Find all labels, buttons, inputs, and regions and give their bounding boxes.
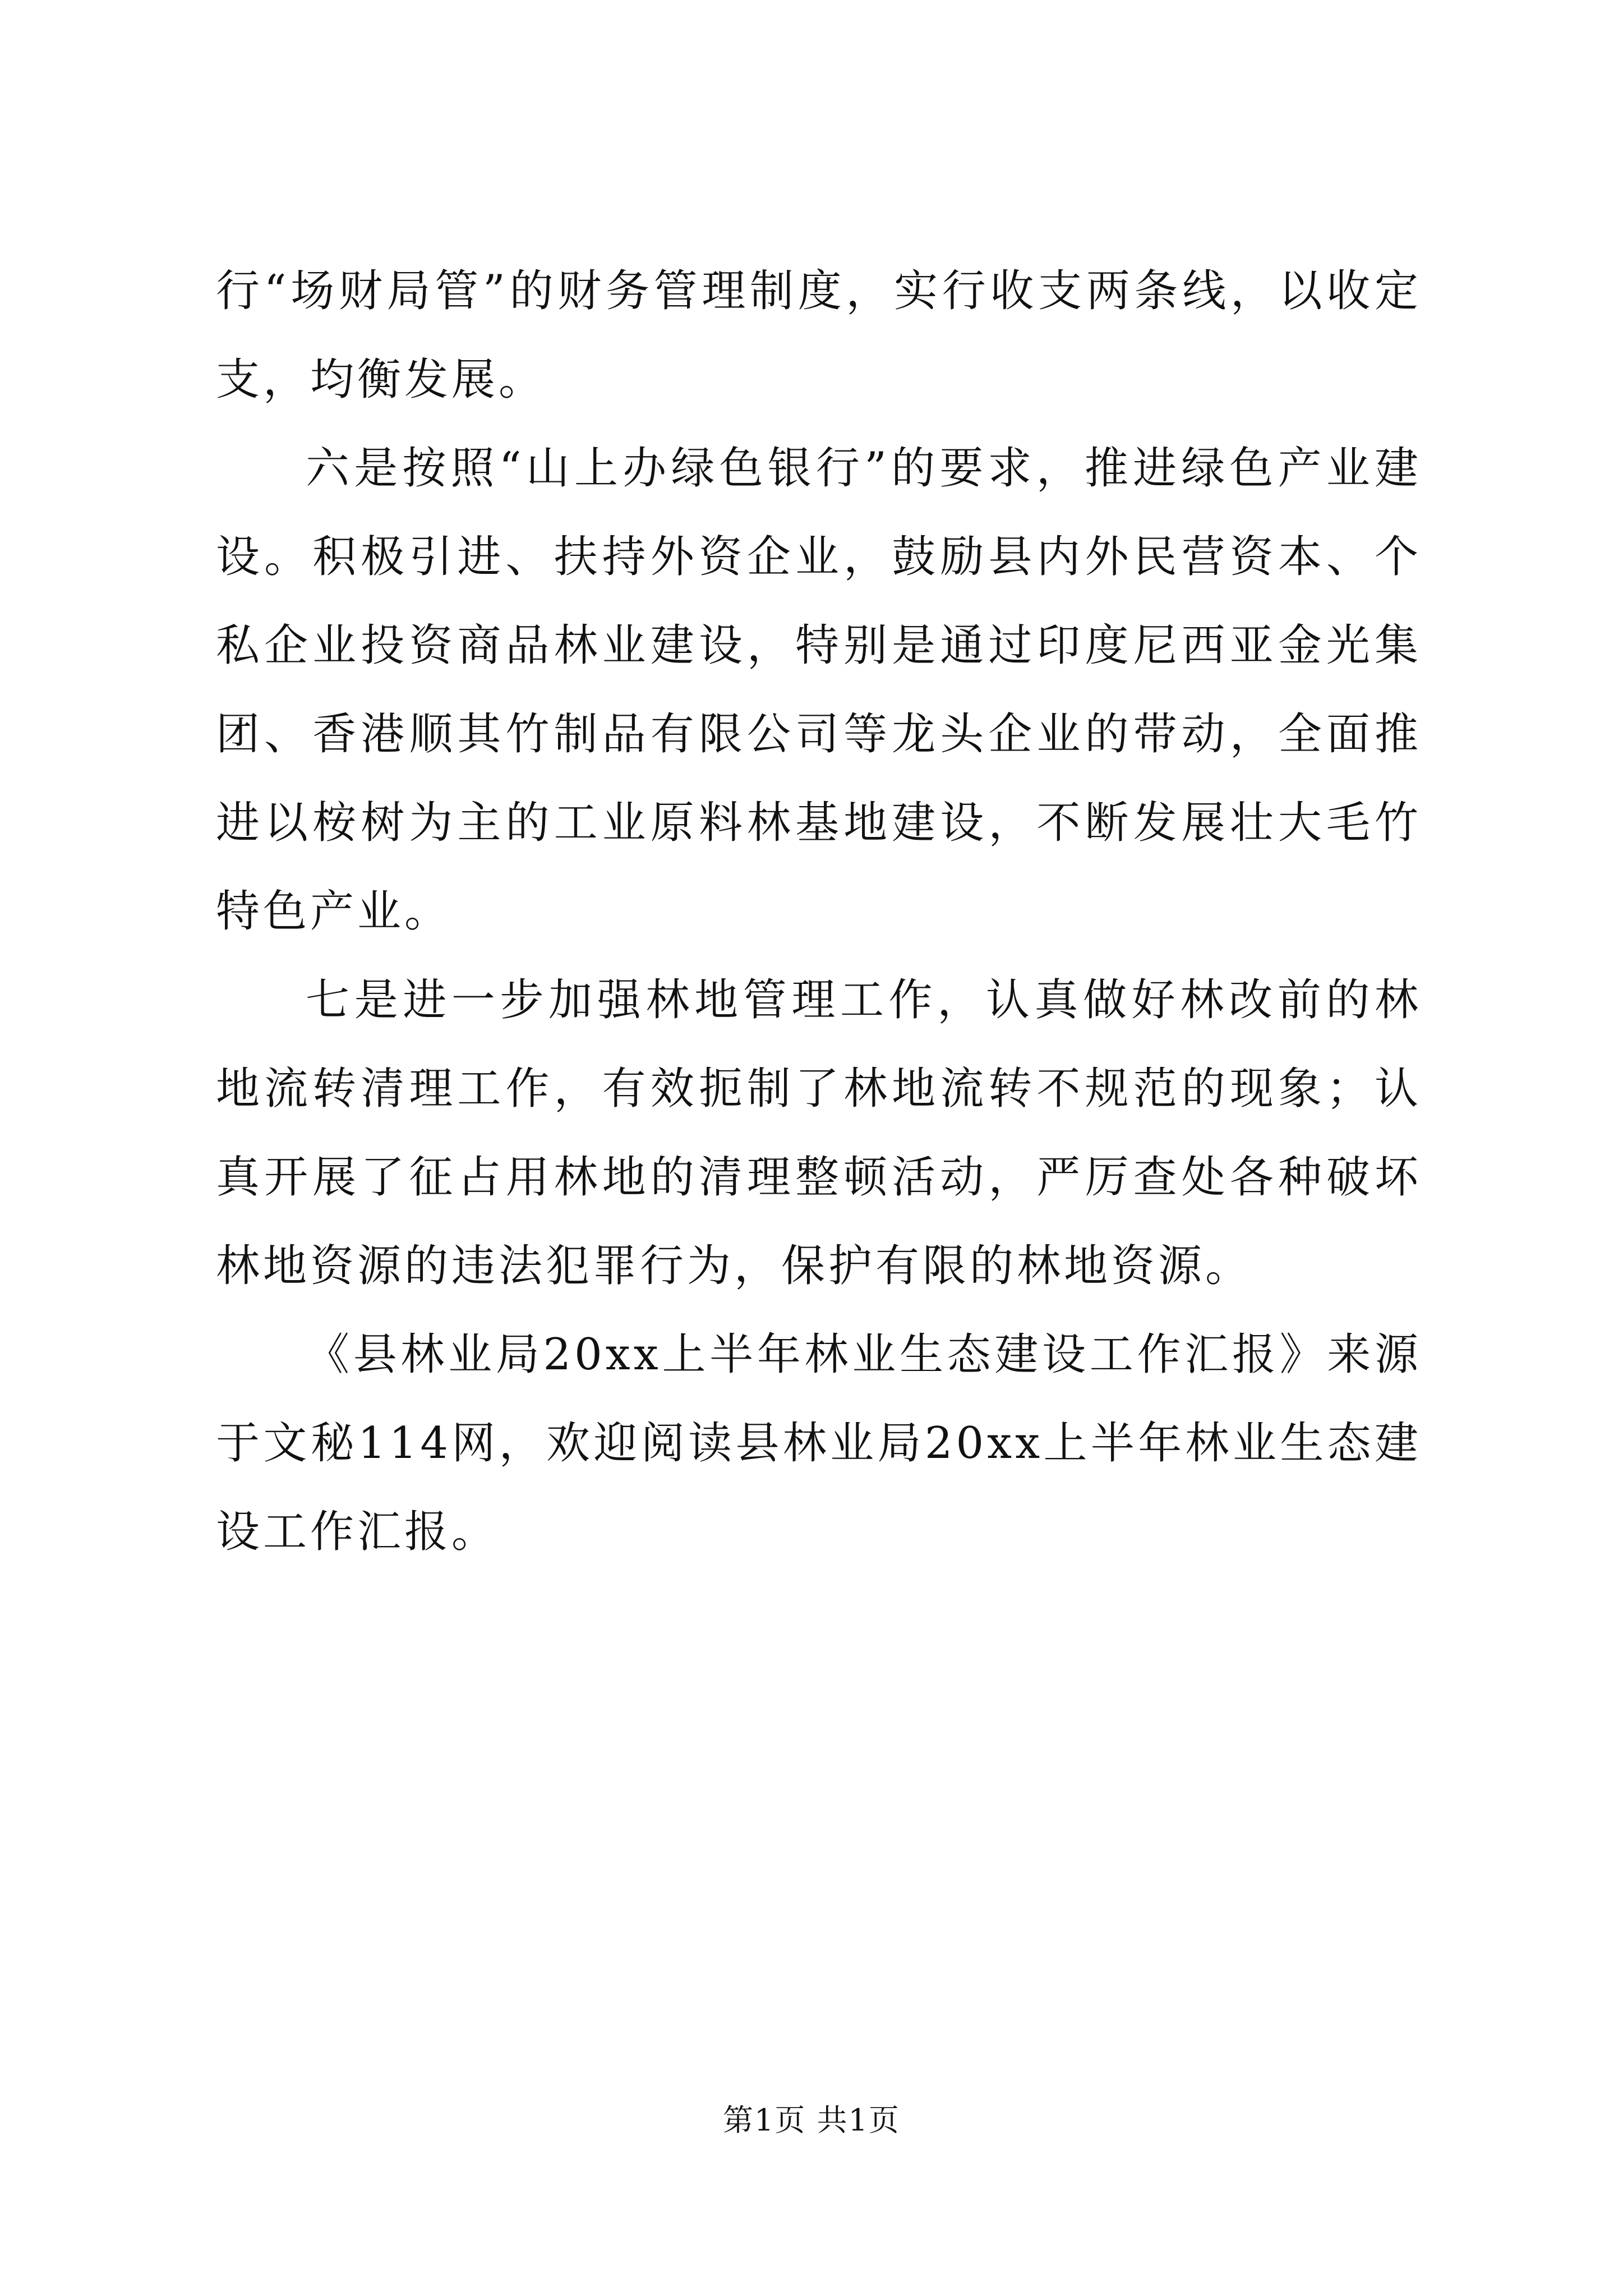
paragraph-continuation: 行“场财局管”的财务管理制度，实行收支两条线，以收定支，均衡发展。	[216, 266, 1422, 405]
page-footer: 第1页 共1页	[723, 2102, 900, 2138]
paragraph-source-note: 《县林业局20xx上半年林业生态建设工作汇报》来源于文秘114网，欢迎阅读县林业局20xx上半年林业生态建设工作汇报。	[216, 1329, 1422, 1557]
paragraph-six: 六是按照“山上办绿色银行”的要求，推进绿色产业建设。积极引进、扶持外资企业，鼓励县内外民营资本、个私企业投资商品林业建设，特别是通过印度尼西亚金光集团、香港顺其竹制品有限公司等龙头企业的带动，全面推进以桉树为主的工业原料林基地建设，不断发展壮大毛竹特色产业。	[216, 443, 1422, 937]
document-body	[216, 247, 1422, 1576]
paragraph-seven: 七是进一步加强林地管理工作，认真做好林改前的林地流转清理工作，有效扼制了林地流转不规范的现象；认真开展了征占用林地的清理整顿活动，严厉查处各种破坏林地资源的违法犯罪行为，保护有限的林地资源。	[216, 975, 1422, 1291]
